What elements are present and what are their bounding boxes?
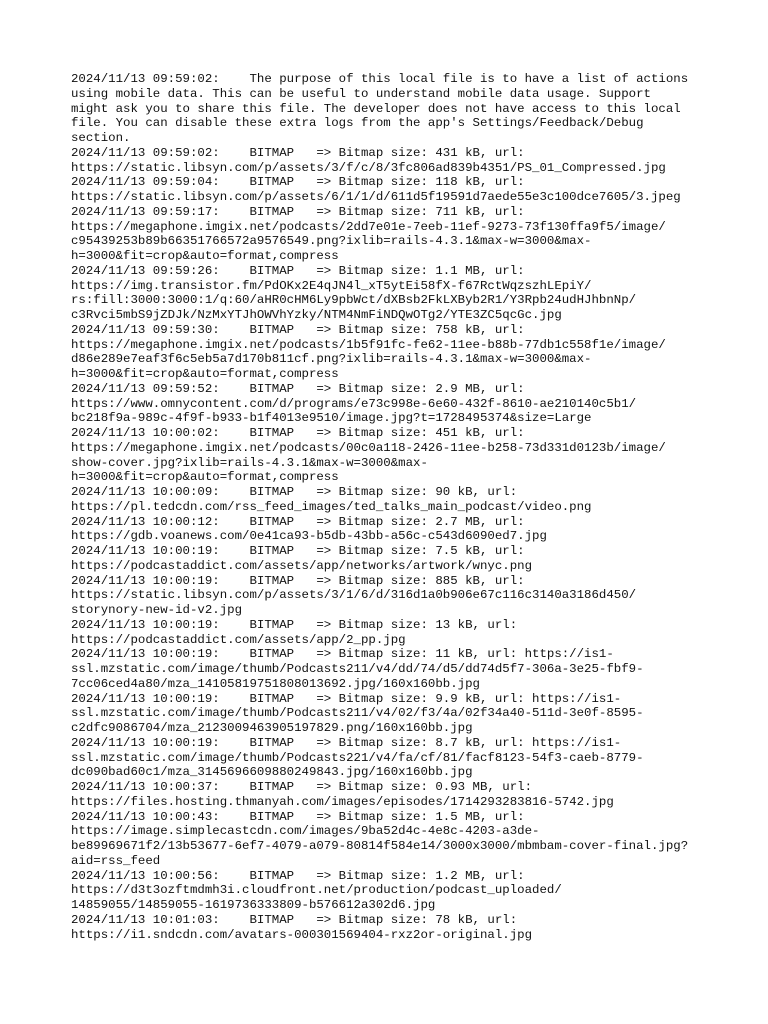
log-line: might ask you to share this file. The developer does not have access to this local [71,101,681,116]
log-line: 2024/11/13 10:01:03: BITMAP => Bitmap size: 78 kB, url: [71,912,518,927]
log-line: 2024/11/13 10:00:09: BITMAP => Bitmap size: 90 kB, url: [71,485,518,499]
log-line: ssl.mzstatic.com/image/thumb/Podcasts221/v4/fa/cf/81/facf8123-54f3-caeb-8779- [71,750,644,765]
log-line: 2024/11/13 10:00:19: BITMAP => Bitmap size: 8.7 kB, url: https://is1- [71,735,622,750]
log-line: 2024/11/13 09:59:17: BITMAP => Bitmap size: 711 kB, url: [71,204,525,219]
log-line: 2024/11/13 10:00:19: BITMAP => Bitmap size: 13 kB, url: [71,617,518,632]
log-line: 2024/11/13 10:00:37: BITMAP => Bitmap size: 0.93 MB, url: [71,780,533,794]
log-line: rs:fill:3000:3000:1/q:60/aHR0cHM6Ly9pbWct/dXBsb2FkLXByb2R1/Y3Rpb24udHJhbnNp/ [71,293,637,308]
log-line: 2024/11/13 10:00:02: BITMAP => Bitmap size: 451 kB, url: [71,426,525,440]
log-line: 14859055/14859055-1619736333809-b576612a302d6.jpg [71,898,436,912]
log-line: 2024/11/13 10:00:19: BITMAP => Bitmap size: 885 kB, url: [71,573,525,588]
log-line: show-cover.jpg?ixlib=rails-4.3.1&max-w=3000&max- [71,455,428,470]
log-line: https://megaphone.imgix.net/podcasts/2dd7e01e-7eeb-11ef-9273-73f130ffa9f5/image/ [71,219,666,234]
log-line: h=3000&fit=crop&auto=format,compress [71,470,339,485]
log-line: 2024/11/13 09:59:04: BITMAP => Bitmap size: 118 kB, url: [71,175,525,190]
log-line: 2024/11/13 10:00:12: BITMAP => Bitmap size: 2.7 MB, url: [71,514,525,529]
log-line: https://static.libsyn.com/p/assets/6/1/1/d/611d5f19591d7aede55e3c100dce7605/3.jpeg [71,190,681,204]
log-line: https://gdb.voanews.com/0e41ca93-b5db-43bb-a56c-c543d6090ed7.jpg [71,529,547,544]
log-line: section. [71,131,131,145]
log-line: 2024/11/13 09:59:02: BITMAP => Bitmap size: 431 kB, url: [71,145,525,160]
log-line: 2024/11/13 09:59:02: The purpose of this local file is to have a list of actions [71,72,689,86]
log-line: 2024/11/13 10:00:43: BITMAP => Bitmap size: 1.5 MB, url: [71,809,525,824]
log-line: https://static.libsyn.com/p/assets/3/1/6/d/316d1a0b906e67c116c3140a3186d450/ [71,588,637,603]
log-line: using mobile data. This can be useful to understand mobile data usage. Support [71,86,651,101]
log-line: file. You can disable these extra logs from the app's Settings/Feedback/Debug [71,116,644,131]
log-line: https://img.transistor.fm/PdOKx2E4qJN4l_xT5ytEi58fX-f67RctWqzszhLEpiY/ [71,278,592,293]
log-line: c3Rvci5mbS9jZDJk/NzMxYTJhOWVhYzky/NTM4NmFiNDQwOTg2/YTE3ZC5qcGc.jpg [71,308,562,322]
log-line: 2024/11/13 10:00:19: BITMAP => Bitmap size: 9.9 kB, url: https://is1- [71,691,622,706]
log-line: aid=rss_feed [71,853,161,868]
log-line: 2024/11/13 09:59:26: BITMAP => Bitmap size: 1.1 MB, url: [71,263,525,278]
log-line: dc090bad60c1/mza_3145696609880249843.jpg/160x160bb.jpg [71,765,473,780]
log-line: h=3000&fit=crop&auto=format,compress [71,249,339,263]
log-line: https://image.simplecastcdn.com/images/9ba52d4c-4e8c-4203-a3de- [71,824,540,839]
log-line: 2024/11/13 10:00:19: BITMAP => Bitmap size: 11 kB, url: https://is1- [71,647,614,662]
log-line: https://i1.sndcdn.com/avatars-000301569404-rxz2or-original.jpg [71,927,533,942]
log-line: c2dfc9086704/mza_2123009463905197829.png/160x160bb.jpg [71,721,473,735]
log-line: 2024/11/13 09:59:30: BITMAP => Bitmap size: 758 kB, url: [71,322,525,337]
log-line: https://static.libsyn.com/p/assets/3/f/c/8/3fc806ad839b4351/PS_01_Compressed.jpg [71,160,666,175]
log-line: https://podcastaddict.com/assets/app/networks/artwork/wnyc.png [71,558,533,573]
log-line: 7cc06ced4a80/mza_14105819751808013692.jpg/160x160bb.jpg [71,676,480,691]
log-line: 2024/11/13 10:00:19: BITMAP => Bitmap size: 7.5 kB, url: [71,544,525,558]
log-line: be89969671f2/13b53677-6ef7-4079-a079-80814f584e14/3000x3000/mbmbam-cover-final.jpg? [71,839,689,853]
log-line: d86e289e7eaf3f6c5eb5a7d170b811cf.png?ixlib=rails-4.3.1&max-w=3000&max- [71,352,592,367]
log-line: storynory-new-id-v2.jpg [71,603,243,617]
log-line: https://d3t3ozftmdmh3i.cloudfront.net/production/podcast_uploaded/ [71,883,562,898]
log-line: bc218f9a-989c-4f9f-b933-b1f4013e9510/image.jpg?t=1728495374&size=Large [71,411,592,426]
log-line: https://files.hosting.thmanyah.com/images/episodes/1714293283816-5742.jpg [71,794,614,809]
log-line: h=3000&fit=crop&auto=format,compress [71,367,339,381]
log-line: https://pl.tedcdn.com/rss_feed_images/ted_talks_main_podcast/video.png [71,499,592,514]
log-line: https://megaphone.imgix.net/podcasts/1b5f91fc-fe62-11ee-b88b-77db1c558f1e/image/ [71,337,666,352]
log-line: https://megaphone.imgix.net/podcasts/00c0a118-2426-11ee-b258-73d331d0123b/image/ [71,440,666,455]
log-line: 2024/11/13 10:00:56: BITMAP => Bitmap size: 1.2 MB, url: [71,868,525,883]
log-line: ssl.mzstatic.com/image/thumb/Podcasts211/v4/02/f3/4a/02f34a40-511d-3e0f-8595- [71,706,644,721]
log-line: ssl.mzstatic.com/image/thumb/Podcasts211/v4/dd/74/d5/dd74d5f7-306a-3e25-fbf9- [71,662,644,676]
log-line: c95439253b89b66351766572a9576549.png?ixlib=rails-4.3.1&max-w=3000&max- [71,234,592,249]
log-document [71,72,701,942]
log-line: https://www.omnycontent.com/d/programs/e73c998e-6e60-432f-8610-ae210140c5b1/ [71,396,637,411]
log-line: https://podcastaddict.com/assets/app/2_pp.jpg [71,632,406,647]
log-line: 2024/11/13 09:59:52: BITMAP => Bitmap size: 2.9 MB, url: [71,381,525,396]
